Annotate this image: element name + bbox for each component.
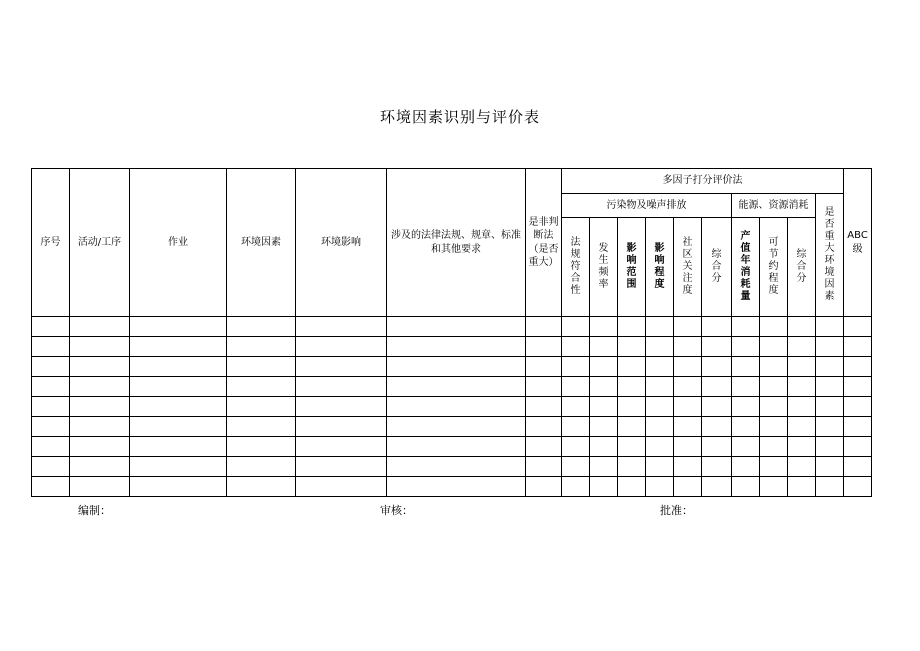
table-cell[interactable] bbox=[646, 377, 674, 397]
table-cell[interactable] bbox=[646, 417, 674, 437]
table-cell[interactable] bbox=[387, 477, 526, 497]
table-cell[interactable] bbox=[562, 477, 590, 497]
table-cell[interactable] bbox=[760, 477, 788, 497]
table-cell[interactable] bbox=[702, 357, 732, 377]
table-cell[interactable] bbox=[646, 357, 674, 377]
header-degree: 影响程度 bbox=[646, 218, 674, 317]
table-cell[interactable] bbox=[816, 437, 844, 457]
table-cell[interactable] bbox=[32, 477, 70, 497]
header-consumption: 产值年消耗量 bbox=[732, 218, 760, 317]
table-cell[interactable] bbox=[296, 337, 387, 357]
table-cell[interactable] bbox=[618, 337, 646, 357]
table-cell[interactable] bbox=[844, 377, 872, 397]
header-community: 社区关注度 bbox=[674, 218, 702, 317]
table-cell[interactable] bbox=[760, 417, 788, 437]
table-cell[interactable] bbox=[788, 457, 816, 477]
table-cell[interactable] bbox=[590, 457, 618, 477]
table-cell[interactable] bbox=[702, 317, 732, 337]
header-energy: 能源、资源消耗 bbox=[732, 194, 816, 218]
table-cell[interactable] bbox=[760, 357, 788, 377]
table-cell[interactable] bbox=[732, 417, 760, 437]
table-cell[interactable] bbox=[32, 377, 70, 397]
table-cell[interactable] bbox=[296, 417, 387, 437]
table-cell[interactable] bbox=[387, 357, 526, 377]
table-cell[interactable] bbox=[32, 317, 70, 337]
table-cell[interactable] bbox=[562, 397, 590, 417]
table-cell[interactable] bbox=[702, 377, 732, 397]
table-cell[interactable] bbox=[227, 437, 296, 457]
table-cell[interactable] bbox=[32, 457, 70, 477]
table-cell[interactable] bbox=[296, 437, 387, 457]
table-cell[interactable] bbox=[130, 457, 227, 477]
table-cell[interactable] bbox=[646, 477, 674, 497]
table-cell[interactable] bbox=[674, 357, 702, 377]
table-cell[interactable] bbox=[844, 337, 872, 357]
table-cell[interactable] bbox=[788, 377, 816, 397]
table-cell[interactable] bbox=[130, 357, 227, 377]
approved-by-label: 批准： bbox=[660, 504, 693, 517]
header-seq: 序号 bbox=[32, 169, 70, 317]
header-frequency: 发生频率 bbox=[590, 218, 618, 317]
table-cell[interactable] bbox=[590, 377, 618, 397]
table-cell[interactable] bbox=[816, 457, 844, 477]
table-cell[interactable] bbox=[227, 417, 296, 437]
table-cell[interactable] bbox=[562, 337, 590, 357]
table-cell[interactable] bbox=[618, 397, 646, 417]
table-cell[interactable] bbox=[702, 477, 732, 497]
table-cell[interactable] bbox=[844, 457, 872, 477]
table-cell[interactable] bbox=[732, 337, 760, 357]
header-law: 涉及的法律法规、规章、标准和其他要求 bbox=[387, 169, 526, 317]
header-multi-factor: 多因子打分评价法 bbox=[562, 169, 844, 194]
table-cell[interactable] bbox=[387, 317, 526, 337]
header-factor: 环境因素 bbox=[227, 169, 296, 317]
table-cell[interactable] bbox=[296, 477, 387, 497]
table-cell[interactable] bbox=[526, 377, 562, 397]
table-cell[interactable] bbox=[590, 317, 618, 337]
header-score-2: 综合分 bbox=[788, 218, 816, 317]
table-cell[interactable] bbox=[130, 377, 227, 397]
header-legal: 法规符合性 bbox=[562, 218, 590, 317]
table-row bbox=[32, 457, 872, 477]
table-cell[interactable] bbox=[702, 417, 732, 437]
table-cell[interactable] bbox=[590, 397, 618, 417]
table-cell[interactable] bbox=[130, 477, 227, 497]
header-judge: 是非判断法（是否重大） bbox=[526, 169, 562, 317]
table-row bbox=[32, 477, 872, 497]
table-cell[interactable] bbox=[32, 337, 70, 357]
table-cell[interactable] bbox=[526, 317, 562, 337]
table-cell[interactable] bbox=[526, 477, 562, 497]
table-cell[interactable] bbox=[618, 457, 646, 477]
table-cell[interactable] bbox=[788, 357, 816, 377]
table-cell[interactable] bbox=[296, 317, 387, 337]
table-cell[interactable] bbox=[526, 437, 562, 457]
table-cell[interactable] bbox=[526, 457, 562, 477]
table-cell[interactable] bbox=[674, 397, 702, 417]
table-cell[interactable] bbox=[732, 477, 760, 497]
table-cell[interactable] bbox=[816, 317, 844, 337]
header-scope: 影响范围 bbox=[618, 218, 646, 317]
reviewed-by-label: 审核： bbox=[380, 504, 413, 517]
header-pollution: 污染物及噪声排放 bbox=[562, 194, 732, 218]
table-cell[interactable] bbox=[844, 437, 872, 457]
table-row bbox=[32, 357, 872, 377]
table-cell[interactable] bbox=[590, 437, 618, 457]
table-cell[interactable] bbox=[590, 337, 618, 357]
table-cell[interactable] bbox=[526, 337, 562, 357]
page-title: 环境因素识别与评价表 bbox=[379, 108, 540, 126]
table-cell[interactable] bbox=[618, 437, 646, 457]
table-cell[interactable] bbox=[130, 397, 227, 417]
table-cell[interactable] bbox=[32, 357, 70, 377]
table-cell[interactable] bbox=[788, 437, 816, 457]
table-cell[interactable] bbox=[646, 457, 674, 477]
table-cell[interactable] bbox=[788, 317, 816, 337]
header-score-1: 综合分 bbox=[702, 218, 732, 317]
table-cell[interactable] bbox=[296, 457, 387, 477]
evaluation-table bbox=[31, 168, 872, 497]
table-cell[interactable] bbox=[70, 397, 130, 417]
table-cell[interactable] bbox=[702, 457, 732, 477]
table-cell[interactable] bbox=[674, 337, 702, 357]
table-cell[interactable] bbox=[387, 397, 526, 417]
table-cell[interactable] bbox=[674, 317, 702, 337]
table-cell[interactable] bbox=[32, 417, 70, 437]
table-cell[interactable] bbox=[674, 417, 702, 437]
table-cell[interactable] bbox=[296, 377, 387, 397]
table-cell[interactable] bbox=[674, 377, 702, 397]
table-cell[interactable] bbox=[70, 417, 130, 437]
table-cell[interactable] bbox=[732, 377, 760, 397]
header-job: 作业 bbox=[130, 169, 227, 317]
table-cell[interactable] bbox=[646, 437, 674, 457]
table-cell[interactable] bbox=[227, 477, 296, 497]
table-cell[interactable] bbox=[732, 457, 760, 477]
table-cell[interactable] bbox=[618, 357, 646, 377]
table-cell[interactable] bbox=[590, 417, 618, 437]
table-cell[interactable] bbox=[788, 397, 816, 417]
table-row bbox=[32, 317, 872, 337]
table-cell[interactable] bbox=[702, 397, 732, 417]
header-impact: 环境影响 bbox=[296, 169, 387, 317]
table-cell[interactable] bbox=[646, 317, 674, 337]
table-cell[interactable] bbox=[788, 417, 816, 437]
header-abc-grade: ABC级 bbox=[844, 169, 872, 317]
table-row bbox=[32, 417, 872, 437]
table-cell[interactable] bbox=[674, 457, 702, 477]
table-cell[interactable] bbox=[788, 337, 816, 357]
table-cell[interactable] bbox=[526, 397, 562, 417]
table-cell[interactable] bbox=[227, 337, 296, 357]
table-cell[interactable] bbox=[32, 397, 70, 417]
table-cell[interactable] bbox=[702, 337, 732, 357]
table-cell[interactable] bbox=[760, 437, 788, 457]
table-cell[interactable] bbox=[732, 437, 760, 457]
table-row bbox=[32, 437, 872, 457]
table-cell[interactable] bbox=[760, 457, 788, 477]
table-cell[interactable] bbox=[526, 417, 562, 437]
table-cell[interactable] bbox=[844, 477, 872, 497]
table-row bbox=[32, 377, 872, 397]
table-cell[interactable] bbox=[760, 337, 788, 357]
table-cell[interactable] bbox=[732, 357, 760, 377]
table-cell[interactable] bbox=[227, 377, 296, 397]
table-cell[interactable] bbox=[32, 437, 70, 457]
table-cell[interactable] bbox=[844, 357, 872, 377]
table-cell[interactable] bbox=[674, 437, 702, 457]
table-cell[interactable] bbox=[130, 417, 227, 437]
table-cell[interactable] bbox=[70, 477, 130, 497]
table-cell[interactable] bbox=[130, 317, 227, 337]
table-cell[interactable] bbox=[387, 417, 526, 437]
table-row bbox=[32, 337, 872, 357]
header-significant: 是否重大环境因素 bbox=[816, 194, 844, 317]
table-cell[interactable] bbox=[387, 337, 526, 357]
table-cell[interactable] bbox=[816, 337, 844, 357]
table-cell[interactable] bbox=[618, 317, 646, 337]
table-cell[interactable] bbox=[562, 437, 590, 457]
table-cell[interactable] bbox=[674, 477, 702, 497]
table-cell[interactable] bbox=[844, 397, 872, 417]
table-cell[interactable] bbox=[227, 317, 296, 337]
table-cell[interactable] bbox=[732, 397, 760, 417]
table-cell[interactable] bbox=[816, 357, 844, 377]
table-cell[interactable] bbox=[387, 457, 526, 477]
table-cell[interactable] bbox=[296, 397, 387, 417]
table-cell[interactable] bbox=[296, 357, 387, 377]
table-cell[interactable] bbox=[618, 377, 646, 397]
table-cell[interactable] bbox=[562, 377, 590, 397]
table-cell[interactable] bbox=[590, 477, 618, 497]
table-cell[interactable] bbox=[562, 457, 590, 477]
table-cell[interactable] bbox=[844, 317, 872, 337]
table-cell[interactable] bbox=[760, 377, 788, 397]
table-cell[interactable] bbox=[646, 397, 674, 417]
table-cell[interactable] bbox=[590, 357, 618, 377]
table-cell[interactable] bbox=[788, 477, 816, 497]
table-cell[interactable] bbox=[618, 477, 646, 497]
table-cell[interactable] bbox=[70, 437, 130, 457]
table-cell[interactable] bbox=[562, 317, 590, 337]
table-cell[interactable] bbox=[70, 337, 130, 357]
table-cell[interactable] bbox=[227, 457, 296, 477]
table-cell[interactable] bbox=[70, 377, 130, 397]
table-cell[interactable] bbox=[227, 357, 296, 377]
table-cell[interactable] bbox=[387, 437, 526, 457]
table-cell[interactable] bbox=[387, 377, 526, 397]
table-cell[interactable] bbox=[130, 437, 227, 457]
table-cell[interactable] bbox=[618, 417, 646, 437]
header-saving: 可节约程度 bbox=[760, 218, 788, 317]
table-cell[interactable] bbox=[816, 417, 844, 437]
table-cell[interactable] bbox=[816, 377, 844, 397]
table-cell[interactable] bbox=[816, 397, 844, 417]
header-activity: 活动/工序 bbox=[70, 169, 130, 317]
table-cell[interactable] bbox=[562, 357, 590, 377]
table-cell[interactable] bbox=[844, 417, 872, 437]
table-cell[interactable] bbox=[70, 317, 130, 337]
table-cell[interactable] bbox=[227, 397, 296, 417]
table-cell[interactable] bbox=[562, 417, 590, 437]
table-cell[interactable] bbox=[732, 317, 760, 337]
table-cell[interactable] bbox=[760, 397, 788, 417]
table-cell[interactable] bbox=[702, 437, 732, 457]
table-cell[interactable] bbox=[130, 337, 227, 357]
table-cell[interactable] bbox=[646, 337, 674, 357]
table-cell[interactable] bbox=[70, 457, 130, 477]
table-cell[interactable] bbox=[816, 477, 844, 497]
table-cell[interactable] bbox=[70, 357, 130, 377]
table-row bbox=[32, 397, 872, 417]
table-cell[interactable] bbox=[526, 357, 562, 377]
table-cell[interactable] bbox=[760, 317, 788, 337]
prepared-by-label: 编制： bbox=[78, 504, 111, 517]
